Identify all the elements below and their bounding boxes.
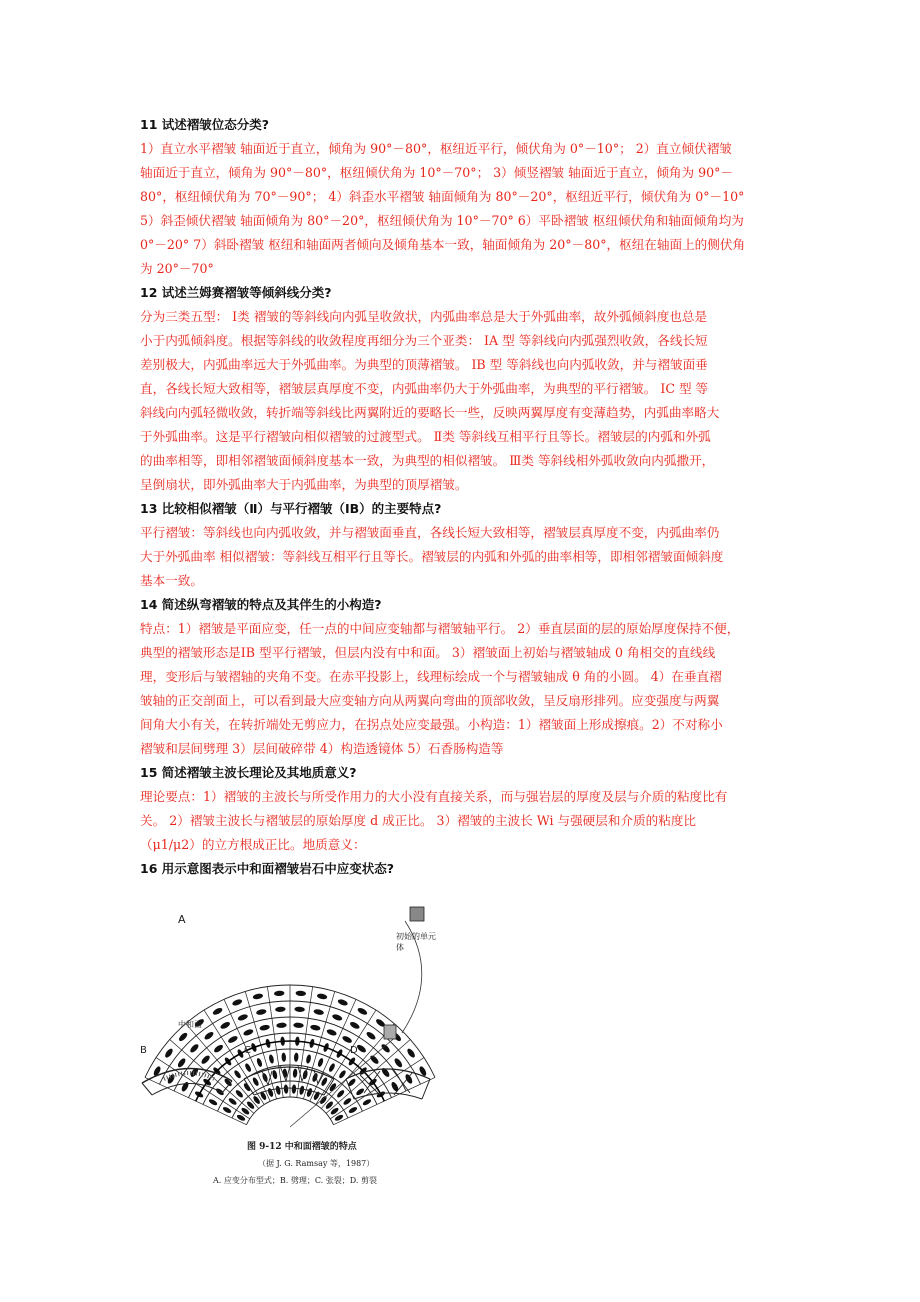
answer-line: 平行褶皱：等斜线也向内弧收敛，并与褶皱面垂直，各线长短大致相等，褶皱层真厚度不变，内弧曲率仍 <box>140 525 720 540</box>
answer-text <box>140 137 790 281</box>
panel-d-label: D <box>350 1045 358 1056</box>
question-title: 14 简述纵弯褶皱的特点及其伴生的小构造? <box>140 597 382 612</box>
unit-element-icon <box>410 907 424 921</box>
answer-line: 关。 2）褶皱主波长与褶皱层的原始厚度 d 成正比。 3）褶皱的主波长 Wi 与强硬层和介质的粘度比 <box>140 813 697 828</box>
question-title: 11 试述褶皱位态分类? <box>140 117 269 132</box>
answer-text <box>140 305 790 497</box>
answer-line: 间角大小有关，在转折端处无剪应力，在拐点处应变最强。小构造：1）褶皱面上形成擦痕。2）不对称小 <box>140 717 723 732</box>
answer-line: 0°－20° 7）斜卧褶皱 枢纽和轴面两者倾向及倾角基本一致，轴面倾角为 20°－80°，枢纽在轴面上的侧伏角 <box>140 237 746 252</box>
answer-line: 呈倒扇状，即外弧曲率大于内弧曲率，为典型的顶厚褶皱。 <box>140 477 468 492</box>
figure-source: （据 J. G. Ramsay 等，1987） <box>258 1159 375 1168</box>
question-title: 12 试述兰姆赛褶皱等倾斜线分类? <box>140 285 332 300</box>
answer-line: 为 20°－70° <box>140 261 214 276</box>
answer-text <box>140 521 790 593</box>
fold-diagram <box>140 895 440 1135</box>
answer-line: 直，各线长短大致相等，褶皱层真厚度不变，内弧曲率仍大于外弧曲率，为典型的平行褶皱。 ⅠC 型 等 <box>140 381 709 396</box>
question-title: 15 简述褶皱主波长理论及其地质意义? <box>140 765 357 780</box>
answer-line: 80°，枢纽倾伏角为 70°－90°； 4）斜歪水平褶皱 轴面倾角为 80°－20°，枢纽近平行，倾伏角为 0°－10° <box>140 189 745 204</box>
figure-legend: A. 应变分布型式；B. 劈理；C. 张裂；D. 剪裂 <box>213 1176 377 1185</box>
document-body <box>140 113 790 881</box>
answer-line: 差别极大，内弧曲率远大于外弧曲率。为典型的顶薄褶皱。 ⅠB 型 等斜线也向内弧收敛，并与褶皱面垂 <box>140 357 708 372</box>
question-title: 16 用示意图表示中和面褶皱岩石中应变状态? <box>140 861 394 876</box>
answer-line: 1）直立水平褶皱 轴面近于直立，倾角为 90°－80°，枢纽近平行，倾伏角为 0°－10°； 2）直立倾伏褶皱 <box>140 141 732 156</box>
answer-line: 理论要点：1）褶皱的主波长与所受作用力的大小没有直接关系，而与强岩层的厚度及层与介质的粘度比有 <box>140 789 728 804</box>
answer-line: 典型的褶皱形态是ⅠB 型平行褶皱，但层内没有中和面。 3）褶皱面上初始与褶皱轴成 0 角相交的直线线 <box>140 645 716 660</box>
answer-line: 特点：1）褶皱是平面应变，任一点的中间应变轴都与褶皱轴平行。 2）垂直层面的层的原始厚度保持不便， <box>140 621 740 636</box>
fold-strain-figure <box>140 895 440 1190</box>
panel-a-label: A <box>178 913 186 926</box>
answer-line: 的曲率相等，即相邻褶皱面倾斜度基本一致，为典型的相似褶皱。 Ⅲ类 等斜线相外弧收敛向内弧撒开， <box>140 453 715 468</box>
question-title: 13 比较相似褶皱（Ⅱ）与平行褶皱（IB）的主要特点? <box>140 501 442 516</box>
answer-line: 小于内弧倾斜度。根据等斜线的收敛程度再细分为三个亚类： ⅠA 型 等斜线向内弧强烈收敛，各线长短 <box>140 333 708 348</box>
answer-line: 斜线向内弧轻微收敛，转折端等斜线比两翼附近的要略长一些，反映两翼厚度有变薄趋势，内弧曲率略大 <box>140 405 720 420</box>
panel-b-label: B <box>140 1045 147 1056</box>
answer-line: 5）斜歪倾伏褶皱 轴面倾角为 80°－20°，枢纽倾伏角为 10°－70° 6）平卧褶皱 枢纽倾伏角和轴面倾角均为 <box>140 213 744 228</box>
answer-line: 轴面近于直立，倾角为 90°－80°，枢纽倾伏角为 10°－70°； 3）倾竖褶皱 轴面近于直立，倾角为 90°－ <box>140 165 734 180</box>
unit-element-label: 初始的单元体 <box>396 932 436 952</box>
answer-line: 基本一致。 <box>140 573 203 588</box>
answer-line: 于外弧曲率。这是平行褶皱向相似褶皱的过渡型式。 Ⅱ类 等斜线互相平行且等长。褶皱层的内弧和外弧 <box>140 429 711 444</box>
answer-line: 皱轴的正交剖面上，可以看到最大应变轴方向从两翼向弯曲的顶部收敛，呈反扇形排列。应变强度与两翼 <box>140 693 720 708</box>
deformed-unit-icon <box>384 1025 396 1039</box>
panel-c-label: C <box>244 1045 251 1056</box>
answer-line: 理，变形后与皱褶轴的夹角不变。在赤平投影上，线理标绘成一个与褶皱轴成 θ 角的小圆。 4）在垂直褶 <box>140 669 722 684</box>
answer-line: 褶皱和层间劈理 3）层间破碎带 4）构造透镜体 5）石香肠构造等 <box>140 741 504 756</box>
figure-caption: 图 9-12 中和面褶皱的特点 <box>247 1142 357 1152</box>
strain-fan-diagram <box>145 985 435 1127</box>
answer-text <box>140 617 790 761</box>
answer-line: 大于外弧曲率 相似褶皱：等斜线互相平行且等长。褶皱层的内弧和外弧的曲率相等，即相邻褶皱面倾斜度 <box>140 549 724 564</box>
answer-text <box>140 785 790 857</box>
answer-line: 分为三类五型： Ⅰ类 褶皱的等斜线向内弧呈收敛状，内弧曲率总是大于外弧曲率，故外弧倾斜度也总是 <box>140 309 708 324</box>
answer-line: （μ1/μ2）的立方根成正比。地质意义： <box>140 837 366 852</box>
neutral-surface-label: 中和面 <box>178 1020 202 1029</box>
